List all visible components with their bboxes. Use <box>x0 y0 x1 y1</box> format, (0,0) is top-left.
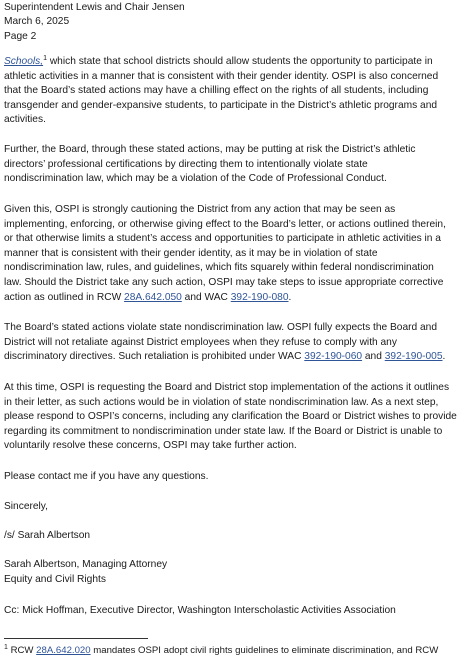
contact-line: Please contact me if you have any questions. <box>4 471 209 482</box>
wac-392-190-060-link[interactable]: 392-190-060 <box>304 351 363 363</box>
letter-date: March 6, 2025 <box>4 16 70 28</box>
footnote-ref: 1 <box>43 55 47 62</box>
letter-header <box>4 1 185 44</box>
paragraph-request: At this time, OSPI is requesting the Board and District stop implementation of the actions it outlines in their letter, as such actions would be in violation of state nondiscrimination law. As a next step, please respond to OSPI’s concerns, including any clarification the Board or District wishes to provide regarding its commitment to nondiscrimination under state law. If the Board or District is unable to voluntarily resolve these concerns, OSPI may take further action. <box>4 382 457 452</box>
closing-sincerely: Sincerely, <box>4 501 48 512</box>
paragraph-caution: Given this, OSPI is strongly cautioning the District from any action that may be seen as implementing, enforcing, or otherwise giving effect to the Board’s letter, or actions outlined therein, or that otherwise limits a student’s access and opportunities to participate in athletic activities in a manner that is consistent with their gender identity, as it may be in violation of state nondiscrimination law, rules, and guidelines, which fits squarely within federal nondiscrimination law. Should the District take any such action, OSPI may take steps to issue appropriate corrective action as outlined in RCW 28A.642.050 and WAC 392-190-080. <box>4 204 446 303</box>
page-number: Page 2 <box>4 30 37 42</box>
paragraph-guidelines: Schools,$^1$ which state that school districts should allow students the opportunity to participate in athletic activities in a manner that is consistent with their gender identity. OSPI is also concerned that the Board’s stated actions may have a chilling effect on the rights of all students, including transgender and gender-expansive students, to participate in the District’s athletic programs and activities. <box>4 55 439 126</box>
wac-392-190-080-link[interactable]: 392-190-080 <box>230 291 289 303</box>
schools-link[interactable]: Schools, <box>4 56 44 67</box>
footnote-marker: 1 <box>4 644 8 651</box>
wac-392-190-005-link[interactable]: 392-190-005 <box>384 351 443 363</box>
footnote-divider <box>4 638 148 639</box>
signer-office: Equity and Civil Rights <box>4 573 106 585</box>
paragraph-retaliation: The Board’s stated actions violate state nondiscrimination law. OSPI fully expects the Board and District will not retaliate against District employees when they refuse to comply with any discriminatory directives. Such retaliation is prohibited under WAC 392-190-060 and 392-190-005. <box>4 322 446 363</box>
rcw-28a-642-050-link[interactable]: 28A.642.050 <box>124 291 182 303</box>
signer-block <box>4 558 460 587</box>
paragraph-certifications: Further, the Board, through these stated actions, may be putting at risk the District’s athletic directors’ professional certifications by directing them to intentionally violate state nondiscrimination law, which may be a violation of the Code of Professional Conduct. <box>4 144 416 185</box>
signer-name-title: Sarah Albertson, Managing Attorney <box>4 559 168 570</box>
signature: /s/ Sarah Albertson <box>4 530 91 541</box>
rcw-28a-642-020-link[interactable]: 28A.642.020 <box>36 645 91 656</box>
cc-line: Cc: Mick Hoffman, Executive Director, Washington Interscholastic Activities Association <box>4 605 396 616</box>
footnote: $^1$ RCW 28A.642.020 mandates OSPI adopt civil rights guidelines to eliminate discrimination, and RCW <box>4 644 439 656</box>
addressee: Superintendent Lewis and Chair Jensen <box>4 2 185 13</box>
